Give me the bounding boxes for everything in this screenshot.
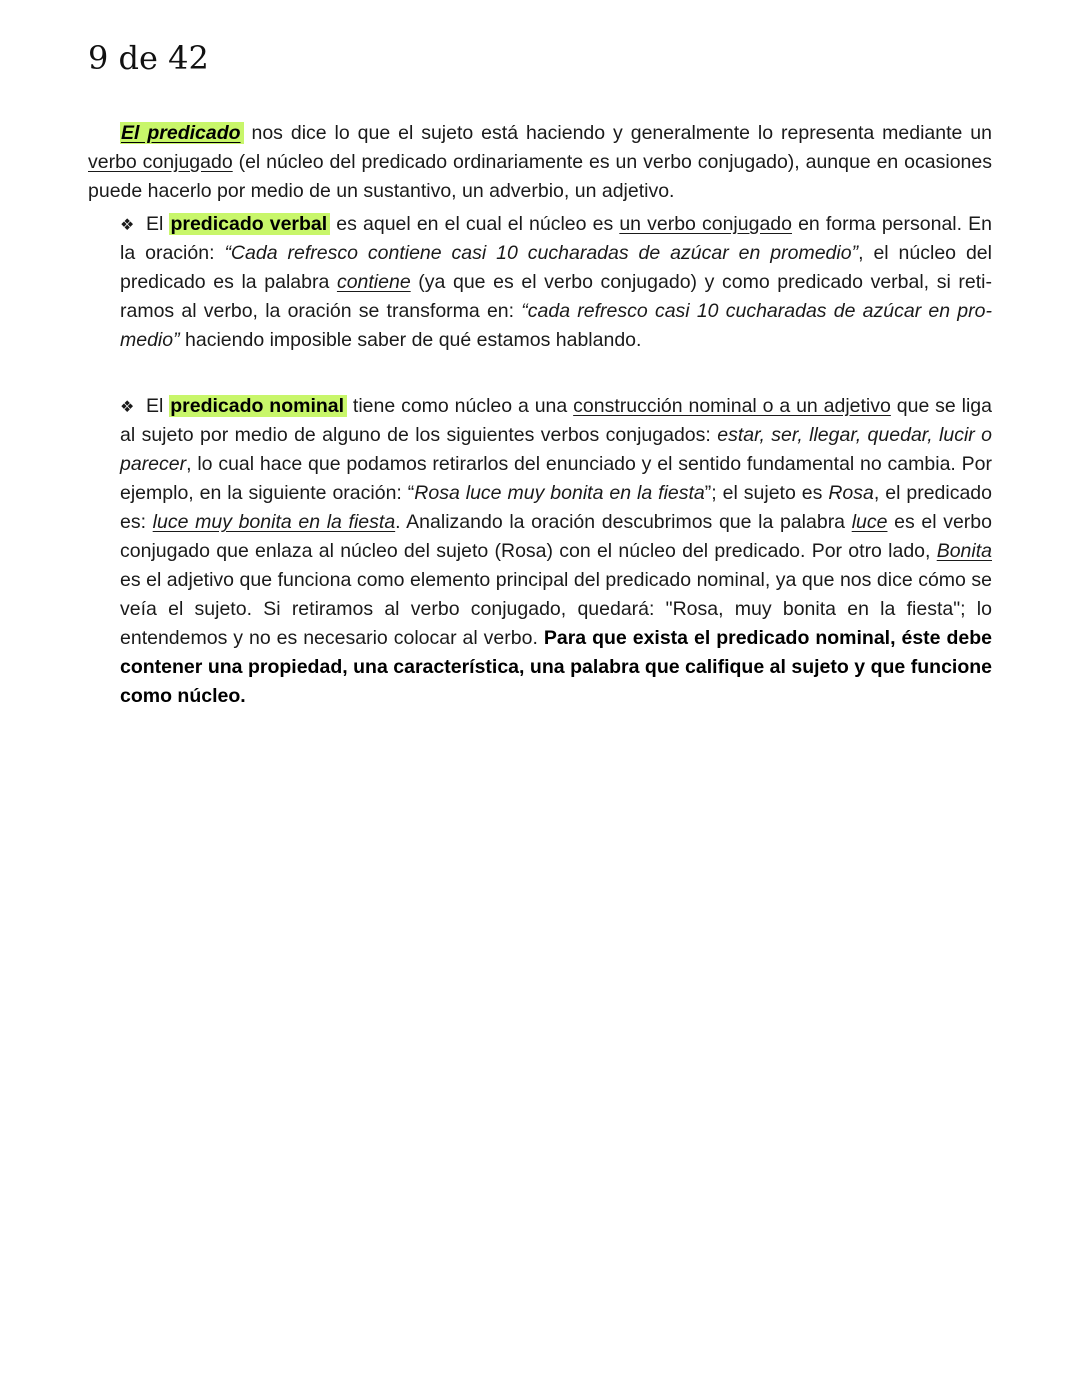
highlighted-term-predicado-verbal: predicado verbal — [169, 213, 330, 235]
bullet-predicado-nominal — [120, 392, 992, 711]
nominal-text-6: . Analizando la oración descubrimos que la palabra — [395, 511, 852, 533]
highlighted-term-predicado-nominal: predicado nominal — [169, 395, 347, 417]
intro-text-1: nos dice lo que el sujeto está haciendo y generalmente lo representa mediante un — [243, 122, 992, 144]
bold-conclusion: Para que exista el predicado nominal, éste debe contener una propiedad, una característica, una palabra que califique al sujeto y que funcione como núcleo. — [120, 627, 992, 707]
underlined-construccion-nominal: construcción nominal o a un adjetivo — [573, 395, 891, 417]
verbal-text-1: es aquel en el cual el núcleo es — [330, 213, 620, 235]
example-quote-2: “cada refresco casi 10 cucharadas de azúcar en promedio” — [120, 300, 992, 351]
underlined-luce: luce — [851, 511, 888, 533]
page-counter: 9 de 42 — [88, 39, 209, 77]
underlined-luce-muy-bonita: luce muy bonita en la fiesta — [152, 511, 396, 533]
nominal-text-2: que se liga al sujeto por medio de alguno de los siguientes verbos conjugados: — [120, 395, 992, 446]
nominal-lead: El — [146, 395, 170, 417]
verbal-text-3: , el núcleo del predicado es la palabra — [120, 242, 992, 293]
intro-paragraph — [88, 119, 992, 206]
underlined-bonita: Bonita — [936, 540, 992, 562]
bullet-predicado-verbal — [120, 210, 992, 355]
nominal-text-3: , lo cual hace que podamos retirarlos del enunciado y el sentido fundamental no cambia. Por ejemplo, en la siguiente oración: “ — [120, 453, 992, 504]
italic-example-sentence: Rosa luce muy bonita en la fiesta — [414, 482, 705, 504]
intro-text-2: (el núcleo del predicado ordinariamente es un verbo conjugado), aunque en ocasiones puede hacerlo por medio de un sustantivo, un adverbio, un adjetivo. — [88, 151, 992, 202]
italic-rosa: Rosa — [828, 482, 874, 504]
verbal-text-2: en forma personal. En la oración: — [120, 213, 992, 264]
diamond-bullet-icon: ❖ — [120, 397, 135, 416]
nominal-text-7: es el verbo conjugado que enlaza al núcleo del sujeto (Rosa) con el núcleo del predicado. Por otro lado, — [120, 511, 992, 562]
underlined-contiene: contiene — [336, 271, 411, 293]
italic-verb-list: estar, ser, llegar, quedar, lucir o parecer — [120, 424, 993, 475]
nominal-text-5: , el predicado es: — [120, 482, 992, 533]
nominal-text-4: ”; el sujeto es — [704, 482, 829, 504]
document-body — [88, 119, 992, 711]
verbal-lead: El — [146, 213, 170, 235]
underlined-un-verbo-conjugado: un verbo conjugado — [619, 213, 792, 235]
highlighted-term-predicado: El predicado — [120, 122, 244, 144]
example-quote-1: “Cada refresco contiene casi 10 cucharadas de azúcar en promedio” — [224, 242, 859, 264]
verbal-text-5: haciendo imposible saber de qué estamos hablando. — [179, 329, 642, 351]
underlined-verbo-conjugado: verbo conjugado — [88, 151, 233, 173]
nominal-text-8: es el adjetivo que funciona como elemento principal del predicado nominal, ya que nos dice cómo se veía el sujeto. Si retiramos al verbo conjugado, quedará: "Rosa, muy bonita en la fiesta"; lo entendemos y no es necesario colocar al verbo. — [120, 569, 992, 649]
verbal-text-4: (ya que es el verbo conjugado) y como predicado verbal, si retiramos al verbo, la oración se transforma en: — [120, 271, 992, 322]
nominal-text-1: tiene como núcleo a una — [347, 395, 574, 417]
diamond-bullet-icon: ❖ — [120, 215, 135, 234]
